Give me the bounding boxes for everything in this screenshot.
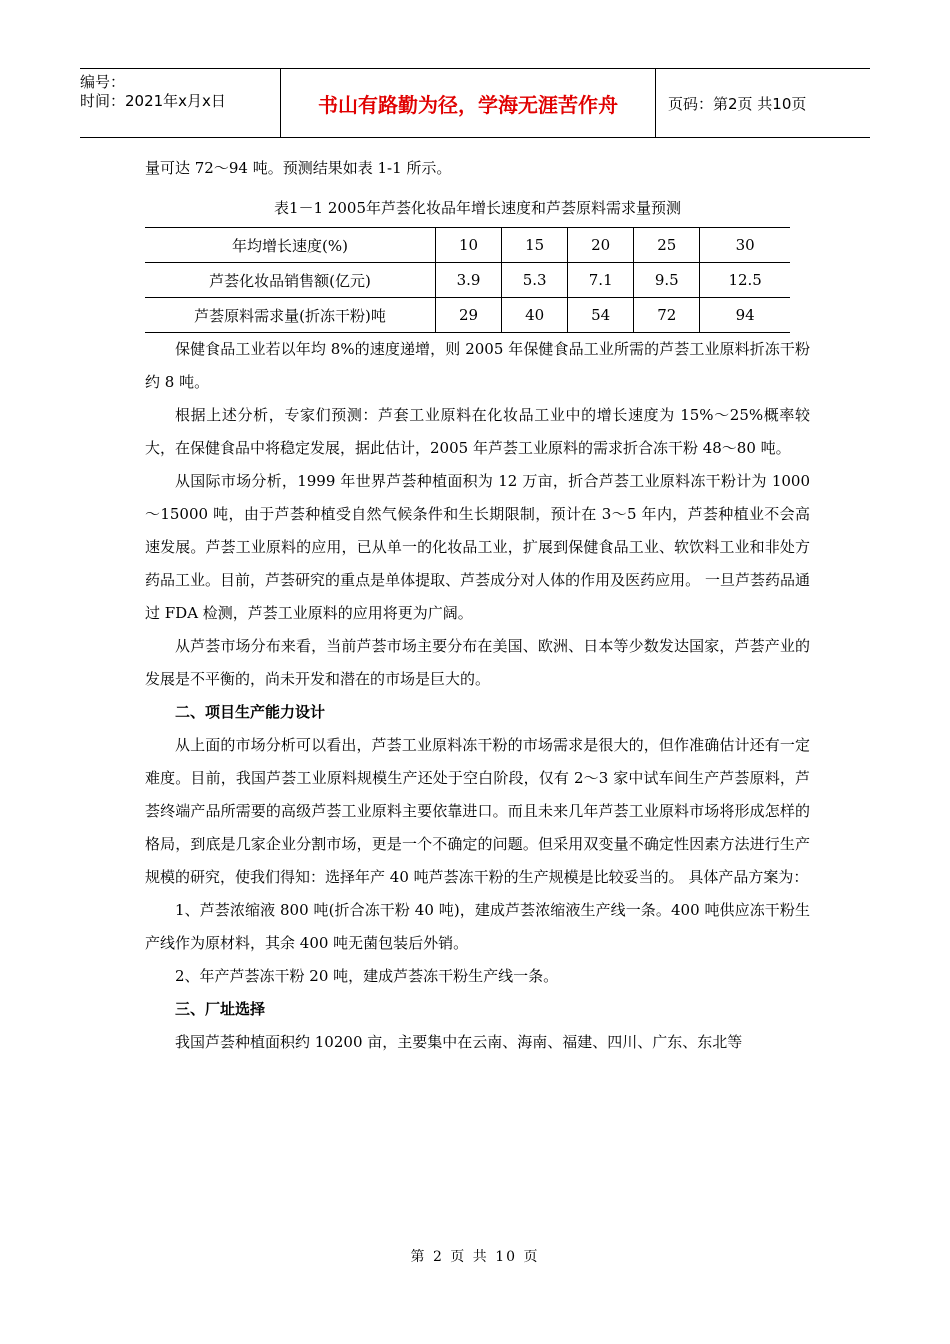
table-cell: 7.1 [568, 263, 634, 298]
row-label: 芦荟原料需求量(折冻干粉)吨 [145, 298, 436, 333]
paragraph: 根据上述分析，专家们预测：芦套工业原料在化妆品工业中的增长速度为 15%～25%概率较大，在保健食品中将稳定发展，据此估计，2005 年芦荟工业原料的需求折合冻干粉 48～80 吨。 [145, 406, 810, 457]
header-page-info: 页码：第2页 共10页 [668, 94, 807, 113]
paragraph: 我国芦荟种植面积约 10200 亩，主要集中在云南、海南、福建、四川、广东、东北等 [175, 1033, 743, 1051]
table-cell: 29 [436, 298, 502, 333]
paragraph: 从上面的市场分析可以看出，芦荟工业原料冻干粉的市场需求是很大的，但作准确估计还有一定难度。目前，我国芦荟工业原料规模生产还处于空白阶段，仅有 2～3 家中试车间生产芦荟原料，芦荟终端产品所需要的高级芦荟工业原料主要依靠进口。而且未来几年芦荟工业原料市场将形成怎样的格局，到底是几家企业分割市场，更是一个不确定的问题。但采用双变量不确定性因素方法进行生产规模的研究，使我们得知：选择年产 40 吨芦荟冻干粉的生产规模是比较妥当的。 具体产品方案为： [145, 736, 810, 886]
table-row [145, 263, 790, 298]
table-cell: 15 [502, 228, 568, 263]
paragraph: 量可达 72～94 吨。预测结果如表 1-1 所示。 [145, 159, 452, 177]
row-label: 芦荟化妆品销售额(亿元) [145, 263, 436, 298]
table-cell: 72 [634, 298, 700, 333]
table-cell: 9.5 [634, 263, 700, 298]
table-cell: 94 [700, 298, 790, 333]
paragraph: 保健食品工业若以年均 8%的速度递增，则 2005 年保健食品工业所需的芦荟工业原料折冻干粉约 8 吨。 [145, 340, 810, 391]
paragraph: 从国际市场分析，1999 年世界芦荟种植面积为 12 万亩，折合芦荟工业原料冻干粉计为 1000～15000 吨，由于芦荟种植受自然气候条件和生长期限制，预计在 3～5 年内，芦荟种植业不会高速发展。芦荟工业原料的应用，已从单一的化妆品工业，扩展到保健食品工业、软饮料工业和非处方药品工业。目前，芦荟研究的重点是单体提取、芦荟成分对人体的作用及医药应用。 一旦芦荟药品通过 FDA 检测，芦荟工业原料的应用将更为广阔。 [145, 472, 810, 622]
forecast-table [145, 227, 790, 333]
document-body [145, 152, 810, 1059]
table-cell: 10 [436, 228, 502, 263]
table-cell: 30 [700, 228, 790, 263]
table-row [145, 228, 790, 263]
table-cell: 3.9 [436, 263, 502, 298]
table-cell: 25 [634, 228, 700, 263]
paragraph: 从芦荟市场分布来看，当前芦荟市场主要分布在美国、欧洲、日本等少数发达国家，芦荟产业的发展是不平衡的，尚未开发和潜在的市场是巨大的。 [145, 637, 810, 688]
time-label: 时间：2021年x月x日 [80, 92, 226, 110]
table-cell: 12.5 [700, 263, 790, 298]
section-heading: 二、项目生产能力设计 [175, 703, 326, 721]
paragraph: 1、芦荟浓缩液 800 吨(折合冻干粉 40 吨)，建成芦荟浓缩液生产线一条。400 吨供应冻干粉生产线作为原材料，其余 400 吨无菌包装后外销。 [145, 901, 810, 952]
row-label: 年均增长速度(%) [145, 228, 436, 263]
paragraph: 2、年产芦荟冻干粉 20 吨，建成芦荟冻干粉生产线一条。 [175, 967, 559, 985]
page-header [80, 68, 870, 138]
section-heading: 三、厂址选择 [175, 1000, 266, 1018]
header-motto: 书山有路勤为径，学海无涯苦作舟 [281, 69, 656, 137]
header-meta [80, 69, 281, 137]
table-cell: 20 [568, 228, 634, 263]
number-label: 编号： [80, 73, 126, 91]
table-cell: 5.3 [502, 263, 568, 298]
table-cell: 40 [502, 298, 568, 333]
table-row [145, 298, 790, 333]
page-footer: 第 2 页 共 10 页 [410, 1249, 540, 1265]
table-caption: 表1－1 2005年芦荟化妆品年增长速度和芦荟原料需求量预测 [273, 199, 682, 217]
table-cell: 54 [568, 298, 634, 333]
